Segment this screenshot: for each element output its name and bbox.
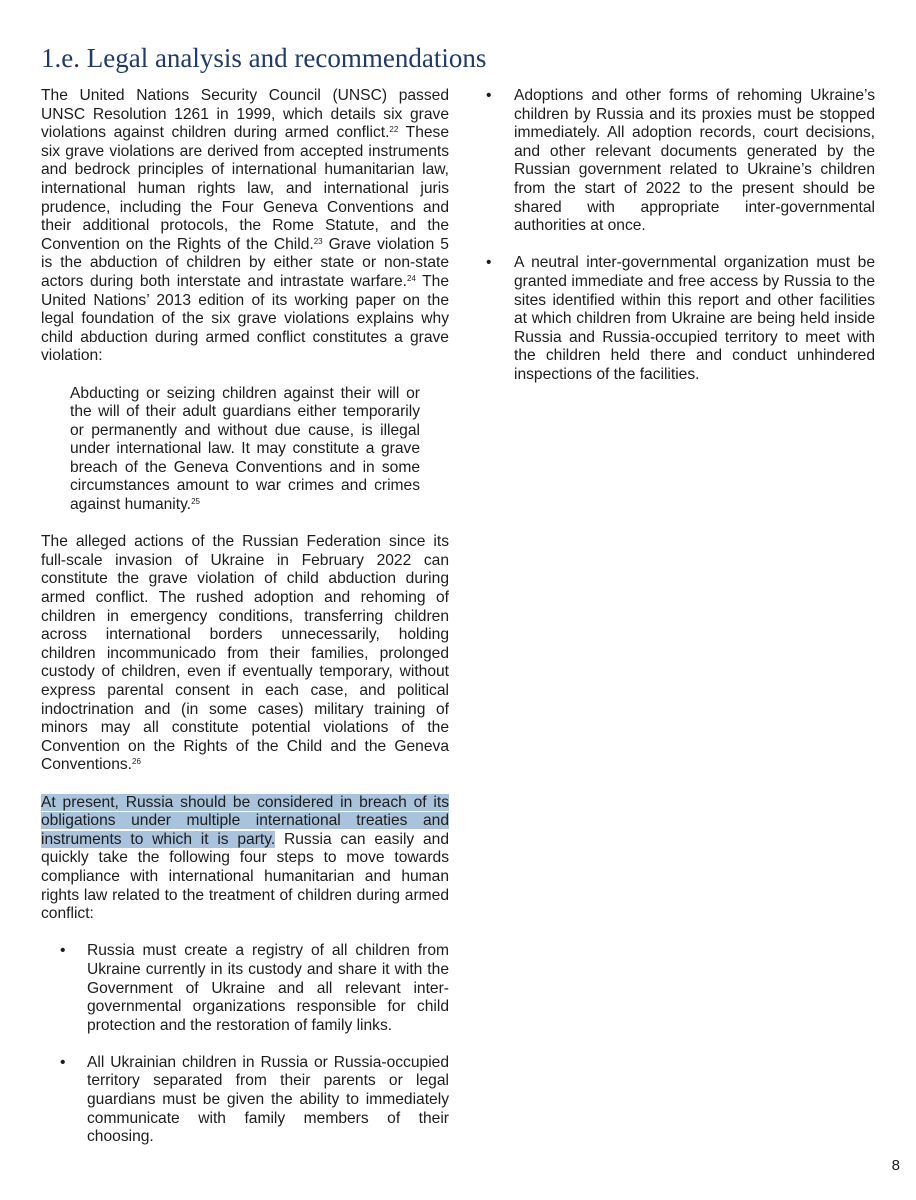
breach-paragraph xyxy=(41,794,449,924)
footnote-ref[interactable]: 26 xyxy=(132,757,141,767)
section-heading: 1.e. Legal analysis and recommendations xyxy=(41,43,487,73)
intro-text-d: The United Nations’ 2013 edition of its working paper on the legal foundation of the six grave violations explains why child abduction during armed conflict constitutes a grave violation: xyxy=(41,272,449,365)
actions-paragraph xyxy=(41,533,449,775)
list-item xyxy=(41,942,449,1035)
left-column xyxy=(41,87,449,1165)
quote-text: Abducting or seizing children against their will or the will of their adult guardians either temporarily or permanently and without due cause, is illegal under international law. It may constitute a grave breach of the Geneva Conventions and in some circumstances amount to war crimes and crimes against humanity. xyxy=(70,384,420,514)
list-item xyxy=(41,1054,449,1147)
intro-text-a: The United Nations Security Council (UNSC) passed UNSC Resolution 1261 in 1999, which details six grave violations against children during armed conflict. xyxy=(41,87,449,142)
intro-paragraph xyxy=(41,87,449,366)
recommendation-list-continued xyxy=(480,87,875,385)
list-item-text: A neutral inter-governmental organization must be granted immediate and free access by Russia to the sites identified within this report and other facilities at which children from Ukraine are being held inside Russia and Russia-occupied territory to meet with the children held there and conduct unhindered inspections of the facilities. xyxy=(514,254,875,383)
highlighted-text[interactable]: At present, Russia should be considered in breach of its obligations under multiple international treaties and instruments to which it is party. xyxy=(41,793,449,848)
page-number: 8 xyxy=(891,1157,900,1174)
bullet-icon: • xyxy=(486,254,492,272)
bullet-icon: • xyxy=(60,1053,66,1071)
list-item-text: All Ukrainian children in Russia or Russia-occupied territory separated from their parents or legal guardians must be given the ability to immediately communicate with family members of their choosing. xyxy=(87,1053,449,1146)
list-item-text: Adoptions and other forms of rehoming Ukraine’s children by Russia and its proxies must be stopped immediately. All adoption records, court decisions, and other relevant documents generated by the Russian government related to Ukraine’s children from the start of 2022 to the present should be shared with appropriate inter-governmental authorities at once. xyxy=(514,87,875,235)
actions-text: The alleged actions of the Russian Federation since its full-scale invasion of Ukraine in February 2022 can constitute the grave violation of child abduction during armed conflict. The rushed adoption and rehoming of children in emergency conditions, transferring children across international borders unnecessarily, holding children incommunicado from their families, prolonged custody of children, even if eventually temporary, without express parental consent in each case, and political indoctrination and (in some cases) military training of minors may all constitute potential violations of the Convention on the Rights of the Child and the Geneva Conventions. xyxy=(41,533,449,774)
footnote-ref[interactable]: 23 xyxy=(313,236,323,246)
list-item xyxy=(480,254,875,384)
list-item-text: Russia must create a registry of all children from Ukraine currently in its custody and share it with the Government of Ukraine and all relevant inter-governmental organizations responsible for child protection and the restoration of family links. xyxy=(87,942,449,1034)
intro-text-c: Grave violation 5 is the abduction of children by either state or non-state actors during both interstate and intrastate warfare. xyxy=(41,235,449,290)
block-quote xyxy=(70,385,420,515)
recommendation-list xyxy=(41,942,449,1147)
footnote-ref[interactable]: 25 xyxy=(191,497,200,507)
breach-text: Russia can easily and quickly take the following four steps to move towards compliance with international humanitarian and human rights law related to the treatment of children during armed conflict: xyxy=(41,830,449,923)
footnote-ref[interactable]: 22 xyxy=(389,125,399,135)
right-column xyxy=(480,87,875,403)
intro-text-b: These six grave violations are derived from accepted instruments and bedrock principles of international humanitarian law, international human rights law, and international juris prudence, including the Four Geneva Conventions and their additional protocols, the Rome Statute, and the Convention on the Rights of the Child. xyxy=(41,124,450,253)
bullet-icon: • xyxy=(486,87,492,104)
list-item xyxy=(480,87,875,236)
bullet-icon: • xyxy=(60,942,66,960)
footnote-ref[interactable]: 24 xyxy=(406,273,416,283)
